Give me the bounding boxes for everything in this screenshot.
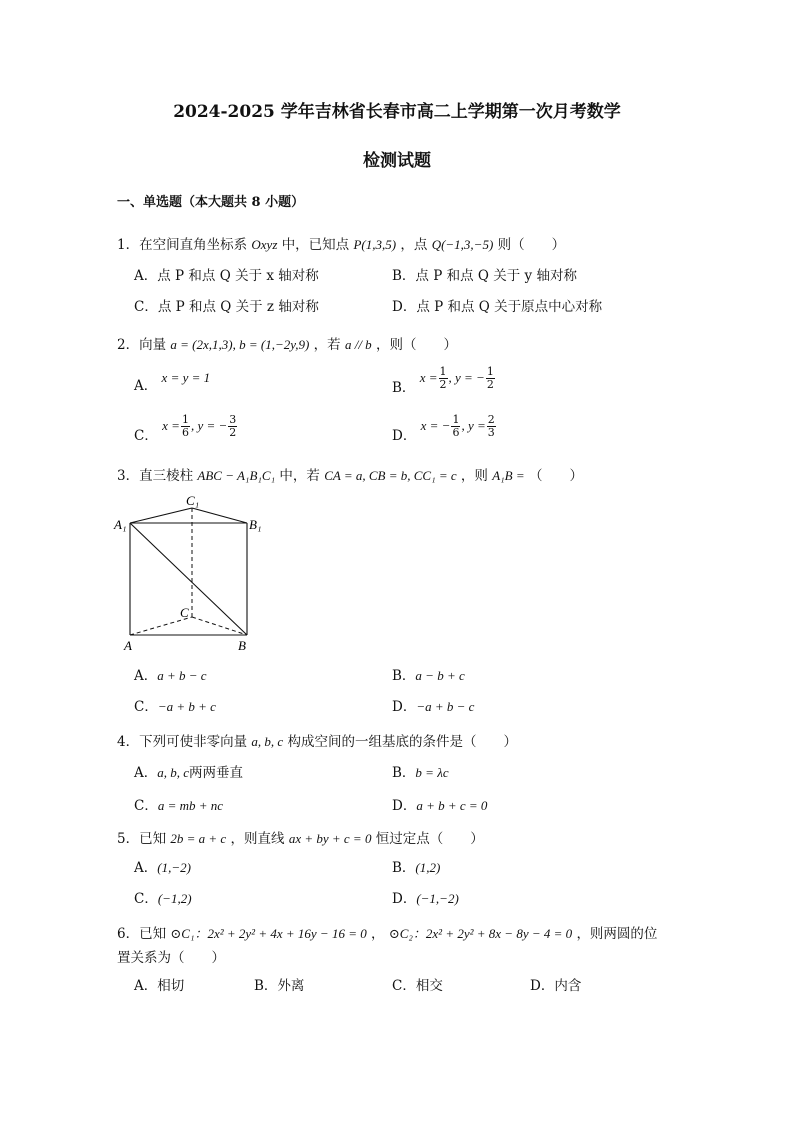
q2-option-d: D． x = − $\frac{1}{6}$ , y = $\frac{2}{3}$: [392, 413, 495, 444]
q5-condition: 2b = a + c: [170, 831, 227, 846]
q6-circle-2: ⊙C₂：2x² + 2y² + 8x − 8y − 4 = 0: [388, 926, 573, 941]
point-q: Q(−1,3,−5): [431, 237, 494, 252]
q3-target-vector: A₁B =: [492, 468, 525, 483]
hidden-edge-c-b: [192, 617, 247, 635]
q5-option-b: B．(1,2): [392, 860, 441, 876]
q4-option-c: C．a = mb + nc: [134, 798, 224, 814]
q5-option-c: C．(−1,2): [134, 891, 192, 907]
question-3-stem: 3．直三棱柱 ABC − A₁B₁C₁ 中，若 CA = a, CB = b, CC₁ = c ，则 A₁B = （ ）: [117, 468, 583, 484]
q2-vectors: a = (2x,1,3), b = (1,−2y,9): [170, 337, 310, 352]
question-2-stem: 2．向量 a = (2x,1,3), b = (1,−2y,9) ，若 a // b ，则（ ）: [117, 337, 457, 353]
q2-option-a: A． x = y = 1: [134, 370, 211, 394]
q4-option-b: B．b = λc: [392, 765, 449, 781]
q4-option-d: D．a + b + c = 0: [392, 798, 488, 814]
question-6-stem: 6．已知 ⊙C₁：2x² + 2y² + 4x + 16y − 16 = 0 ， ⊙C₂：2x² + 2y² + 8x − 8y − 4 = 0 ，则两圆的位: [117, 926, 658, 942]
edge-c1-b1: [192, 508, 247, 523]
edge-a1-c1: [130, 508, 192, 523]
q5-option-d: D．(−1,−2): [392, 891, 459, 907]
q3-given-vectors: CA = a, CB = b, CC₁ = c: [324, 468, 457, 483]
label-c1: C₁: [186, 493, 200, 508]
q2-option-c: C． x = $\frac{1}{6}$ , y = − $\frac{3}{2}$: [134, 413, 237, 444]
q6-option-a: A．相切: [134, 978, 185, 994]
document-title-line1: 2024-2025 学年吉林省长春市高二上学期第一次月考数学: [173, 102, 621, 122]
document-title-line2: 检测试题: [363, 151, 431, 171]
q1-option-d: D．点 P 和点 Q 关于原点中心对称: [392, 299, 603, 315]
label-a1: A₁: [114, 517, 127, 532]
q6-circle-1: ⊙C₁：2x² + 2y² + 4x + 16y − 16 = 0: [170, 926, 367, 941]
q3-option-d: D．−a + b − c: [392, 699, 475, 715]
question-6-stem-cont: 置关系为（ ）: [117, 950, 225, 966]
q4-vectors: a, b, c: [251, 734, 284, 749]
coordinate-system: Oxyz: [251, 237, 278, 252]
q6-option-c: C．相交: [392, 978, 443, 994]
q5-option-a: A．(1,−2): [134, 860, 191, 876]
question-4-stem: 4．下列可使非零向量 a, b, c 构成空间的一组基底的条件是（ ）: [117, 734, 517, 750]
q3-option-a: A．a + b − c: [134, 668, 207, 684]
question-1-stem: 1．在空间直角坐标系 Oxyz 中，已知点 P(1,3,5) ，点 Q(−1,3,−5) 则（ ）: [117, 237, 566, 253]
q1-option-a: A．点 P 和点 Q 关于 x 轴对称: [134, 268, 319, 284]
q1-option-c: C．点 P 和点 Q 关于 z 轴对称: [134, 299, 319, 315]
label-c: C: [180, 605, 189, 620]
q5-line-equation: ax + by + c = 0: [288, 831, 372, 846]
q3-option-c: C．−a + b + c: [134, 699, 216, 715]
q4-option-a: A．a, b, c两两垂直: [134, 765, 244, 781]
section-heading: 一、单选题（本大题共 8 小题）: [117, 195, 305, 210]
triangular-prism-figure: [112, 493, 272, 655]
q3-option-b: B．a − b + c: [392, 668, 465, 684]
q2-option-b: B． x = $\frac{1}{2}$ , y = − $\frac{1}{2}$: [392, 365, 494, 396]
label-b1: B₁: [249, 517, 262, 532]
q2-parallel-condition: a // b: [344, 337, 372, 352]
q6-option-d: D．内含: [530, 978, 582, 994]
q6-option-b: B．外离: [254, 978, 305, 994]
q1-option-b: B．点 P 和点 Q 关于 y 轴对称: [392, 268, 577, 284]
label-a: A: [124, 638, 132, 653]
question-5-stem: 5．已知 2b = a + c ，则直线 ax + by + c = 0 恒过定点（ ）: [117, 831, 484, 847]
q3-prism: ABC − A₁B₁C₁: [197, 468, 276, 483]
label-b: B: [238, 638, 246, 653]
point-p: P(1,3,5): [353, 237, 397, 252]
